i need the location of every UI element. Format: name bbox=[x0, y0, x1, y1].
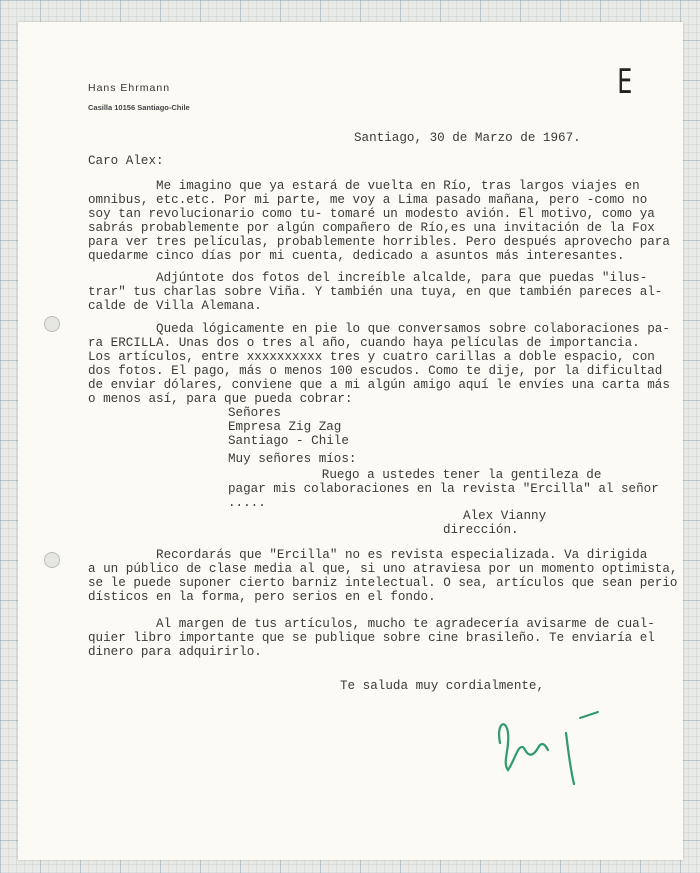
punch-hole bbox=[44, 316, 60, 332]
letterhead-name: Hans Ehrmann bbox=[88, 82, 171, 94]
text-line: Ruego a ustedes tener la gentileza de bbox=[284, 468, 602, 482]
handwritten-mark: E bbox=[617, 62, 633, 102]
address-line: Empresa Zig Zag bbox=[228, 420, 342, 434]
text-line: sabrás probablemente por algún compañero de Río,es una invitación de la Fox bbox=[88, 221, 655, 235]
text-line: para ver tres películas, probablemente horribles. Pero después aprovecho para bbox=[88, 235, 670, 249]
text-line: quedarme cinco días por mi cuenta, dedicado a asuntos más interesantes. bbox=[88, 249, 625, 263]
punch-hole bbox=[44, 552, 60, 568]
handwritten-signature bbox=[488, 688, 608, 788]
text-line: Queda lógicamente en pie lo que conversamos sobre colaboraciones pa- bbox=[88, 322, 670, 336]
letter-sheet bbox=[18, 22, 683, 860]
text-line: Los artículos, entre xxxxxxxxxx tres y cuatro carillas a doble espacio, con bbox=[88, 350, 655, 364]
letterhead-address: Casilla 10156 Santiago-Chile bbox=[88, 103, 190, 112]
address-line: Santiago - Chile bbox=[228, 434, 349, 448]
text-line: Adjúntote dos fotos del increíble alcalde, para que puedas "ilus- bbox=[88, 271, 648, 285]
text-line: soy tan revolucionario como tu- tomaré un modesto avión. El motivo, como ya bbox=[88, 207, 655, 221]
text-line: dísticos en la forma, pero serios en el fondo. bbox=[88, 590, 436, 604]
text-line: dinero para adquirirlo. bbox=[88, 645, 262, 659]
text-line: ..... bbox=[228, 496, 266, 510]
address-line: Señores bbox=[228, 406, 281, 420]
text-line: dos fotos. El pago, más o menos 100 escudos. Como te dije, por la dificultad bbox=[88, 364, 663, 378]
text-line: Recordarás que "Ercilla" no es revista especializada. Va dirigida bbox=[88, 548, 648, 562]
text-line: a un público de clase media al que, si uno atraviesa por un momento optimista, bbox=[88, 562, 678, 576]
signoff-line: Alex Vianny bbox=[463, 509, 547, 523]
text-line: calde de Villa Alemana. bbox=[88, 299, 262, 313]
text-line: o menos así, para que pueda cobrar: bbox=[88, 392, 353, 406]
text-line: Me imagino que ya estará de vuelta en Río, tras largos viajes en bbox=[88, 179, 640, 193]
inner-salutation: Muy señores míos: bbox=[228, 452, 357, 466]
text-line: de enviar dólares, conviene que a mi algún amigo aquí le envíes una carta más bbox=[88, 378, 670, 392]
text-line: omnibus, etc.etc. Por mi parte, me voy a Lima pasado mañana, pero -como no bbox=[88, 193, 648, 207]
text-line: ra ERCILLA. Unas dos o tres al año, cuando haya películas de importancia. bbox=[88, 336, 640, 350]
text-line: trar" tus charlas sobre Viña. Y también una tuya, en que también pareces al- bbox=[88, 285, 663, 299]
text-line: pagar mis colaboraciones en la revista "Ercilla" al señor bbox=[228, 482, 659, 496]
letter-date: Santiago, 30 de Marzo de 1967. bbox=[354, 131, 581, 145]
closing: Te saluda muy cordialmente, bbox=[340, 679, 545, 693]
text-line: Al margen de tus artículos, mucho te agradecería avisarme de cual- bbox=[88, 617, 655, 631]
salutation: Caro Alex: bbox=[88, 154, 164, 168]
text-line: se le puede suponer cierto barniz intelectual. O sea, artículos que sean perio bbox=[88, 576, 678, 590]
signoff-line: dirección. bbox=[443, 523, 519, 537]
text-line: quier libro importante que se publique sobre cine brasileño. Te enviaría el bbox=[88, 631, 655, 645]
